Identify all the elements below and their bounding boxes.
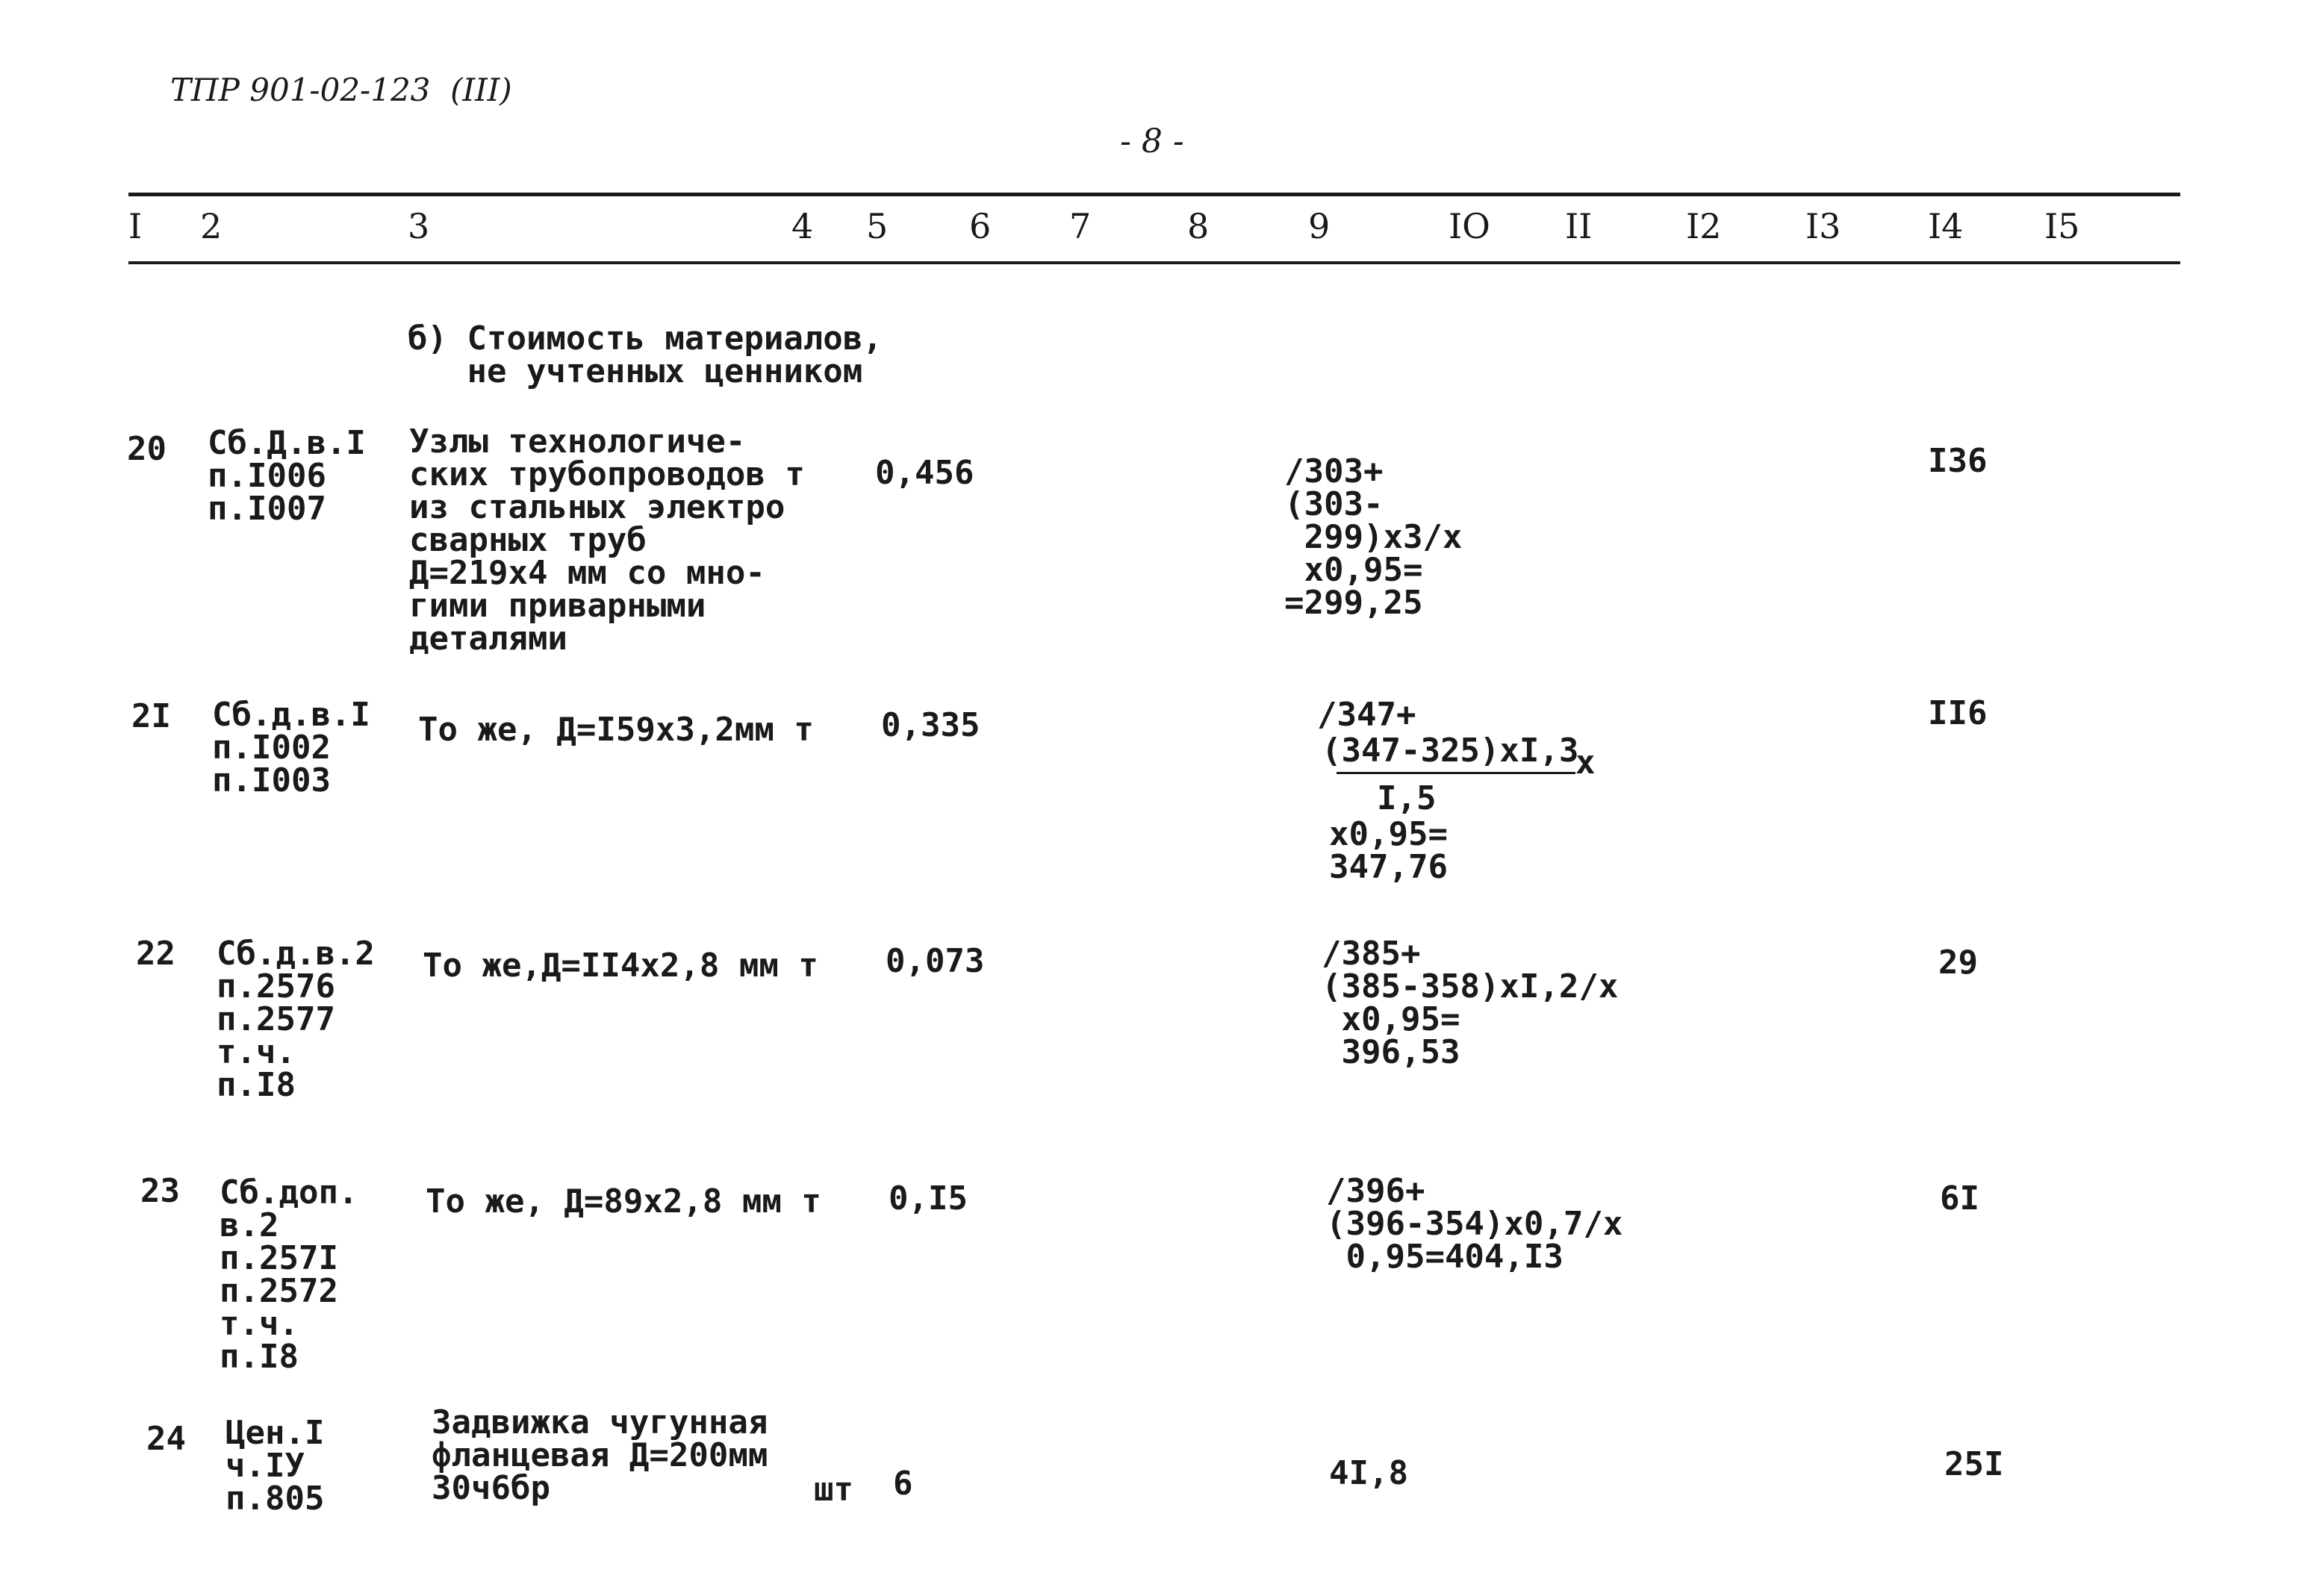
row-price-multiplier: х [1575,744,1596,782]
row-description: Узлы технологиче- ских трубопроводов т из стальных электро сварных труб Д=219х4 мм со мно- гими приварными деталями [409,423,805,658]
row-price-calculation: /396+ (396-354)х0,7/х 0,95=404,I3 [1326,1172,1623,1276]
row-quantity: 0,456 [875,454,974,492]
column-number: II [1565,206,1593,246]
row-description: То же, Д=I59х3,2мм т [418,711,814,749]
row-number: 22 [136,935,175,973]
column-number: I3 [1805,206,1841,246]
row-total: I36 [1928,442,1988,480]
row-price-result: х0,95= 347,76 [1329,815,1448,886]
document-code: ТПР 901-02-123 (III) [170,72,512,108]
row-quantity: 6 [893,1465,913,1503]
row-description: Задвижка чугунная фланцевая Д=200мм 30ч6бр [432,1403,768,1507]
row-unit: шт [814,1471,853,1509]
row-price-denominator: I,5 [1377,779,1437,817]
column-number: I4 [1928,206,1964,246]
row-number: 2I [131,697,171,735]
column-number: I [128,206,143,246]
table-header-bottom-rule [128,261,2180,264]
row-price-calculation: 4I,8 [1329,1454,1408,1492]
row-quantity: 0,I5 [889,1179,968,1218]
column-number: 3 [408,206,430,246]
column-number: 7 [1069,206,1092,246]
column-number: 9 [1308,206,1331,246]
column-number: I2 [1686,206,1722,246]
row-reference: Сб.доп. в.2 п.257I п.2572 т.ч. п.I8 [220,1173,358,1376]
column-number: 2 [200,206,223,246]
row-quantity: 0,335 [881,706,980,744]
row-reference: Сб.д.в.2 п.2576 п.2577 т.ч. п.I8 [217,935,375,1104]
row-total: 29 [1938,944,1978,982]
row-total: 6I [1940,1179,1979,1218]
fraction-line [1337,772,1575,774]
row-reference: Цен.I ч.IУ п.805 [225,1414,325,1518]
column-number: 5 [866,206,889,246]
table-header-top-rule [128,193,2180,196]
row-number: 24 [146,1420,186,1458]
row-total: 25I [1944,1445,2004,1483]
row-quantity: 0,073 [886,942,985,980]
row-total: II6 [1928,694,1988,732]
column-number: 4 [791,206,814,246]
column-number: IO [1449,206,1490,246]
row-number: 23 [140,1172,180,1210]
column-number: 8 [1187,206,1210,246]
column-number: 6 [969,206,992,246]
row-price-calculation: /385+ (385-358)хI,2/х х0,95= 396,53 [1322,935,1619,1071]
section-title: б) Стоимость материалов, не учтенных ценником [408,319,883,390]
row-description: То же, Д=89х2,8 мм т [426,1182,821,1221]
row-reference: Сб.д.в.I п.I002 п.I003 [212,696,370,799]
row-number: 20 [127,430,167,468]
row-price-numerator: (347-325)хI,3 [1322,732,1579,770]
row-description: То же,Д=II4х2,8 мм т [423,947,818,985]
row-price-calculation: /347+ [1317,696,1416,734]
page-number: - 8 - [1120,122,1184,160]
row-reference: Сб.Д.в.I п.I006 п.I007 [208,424,366,528]
column-number: I5 [2044,206,2080,246]
row-price-calculation: /303+ (303- 299)х3/х х0,95= =299,25 [1284,452,1463,622]
